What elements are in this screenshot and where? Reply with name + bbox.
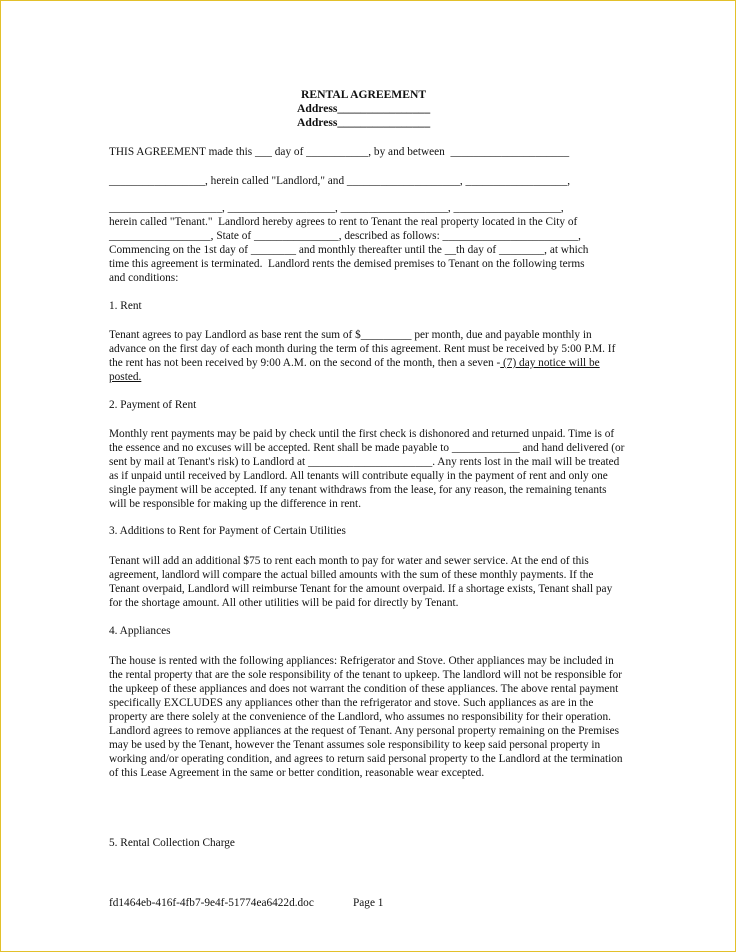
address-line-2: Address________________ xyxy=(297,116,431,129)
intro-line-2: _________________, herein called "Landlord," and ____________________, __________________, xyxy=(109,175,571,187)
intro-line-4: herein called "Tenant." Landlord hereby agrees to rent to Tenant the real property located in the City of xyxy=(109,216,578,228)
section-heading-appliances: 4. Appliances xyxy=(109,625,171,637)
section-body-utilities: Tenant will add an additional $75 to rent each month to pay for water and sewer service. At the end of this agreement, landlord will compare the actual billed amounts with the sum of these monthly payments. If the Tenant overpaid, Landlord will reimburse Tenant for the amount overpaid. If a shortage exists, Tenant shall pay for the shortage amount. All other utilities will be paid for directly by Tenant. xyxy=(109,555,613,609)
section-heading-payment: 2. Payment of Rent xyxy=(109,399,197,411)
intro-line-7: time this agreement is terminated. Landlord rents the demised premises to Tenant on the following terms xyxy=(109,258,585,270)
document-title: RENTAL AGREEMENT xyxy=(301,88,427,101)
footer-page-number: Page 1 xyxy=(353,897,384,909)
intro-line-1: THIS AGREEMENT made this ___ day of ___________, by and between _____________________ xyxy=(109,146,570,158)
intro-line-5: __________________, State of _______________, described as follows: ________________________, xyxy=(109,230,581,242)
rent-text: Tenant agrees to pay Landlord as base rent the sum of $_________ per month, due and payable monthly in advance on the first day of each month during the term of this agreement. Rent must be received by 5:00 P.M. If the rent has not been received by 9:00 A.M. on the second of the month, then a seven - xyxy=(109,329,616,369)
title-block xyxy=(297,88,431,130)
section-body-rent xyxy=(109,328,625,384)
rent-notice-underlined: (7) day notice will be posted. xyxy=(109,357,600,383)
section-heading-collection: 5. Rental Collection Charge xyxy=(109,837,235,849)
section-heading-rent: 1. Rent xyxy=(109,300,142,312)
intro-line-3: ____________________, ___________________, ___________________, ___________________, xyxy=(109,202,564,214)
address-line-1: Address________________ xyxy=(297,102,431,115)
footer-doc-id: fd1464eb-416f-4fb7-9e4f-51774ea6422d.doc xyxy=(109,897,314,909)
section-body-payment: Monthly rent payments may be paid by check until the first check is dishonored and returned unpaid. Time is of the essence and no excuses will be accepted. Rent shall be made payable to ____________ and hand delivered (or sent by mail at Tenant's risk) to Landlord at ______________________. Any rents lost in the mail will be treated as if unpaid until received by Landlord. All tenants will contribute equally in the payment of rent and only one single payment will be accepted. If any tenant withdraws from the lease, for any reason, the remaining tenants will be responsible for making up the difference in rent. xyxy=(109,428,625,510)
intro-line-8: and conditions: xyxy=(109,272,179,284)
section-body-appliances: The house is rented with the following appliances: Refrigerator and Stove. Other appliances may be included in the rental property that are the sole responsibility of the tenant to upkeep. The landlord will not be responsible for the upkeep of these appliances and does not warrant the condition of these appliances. The above rental payment specifically EXCLUDES any appliances other than the refrigerator and stove. Such appliances as are in the property are there solely at the convenience of the Landlord, who assumes no responsibility for their operation. Landlord agrees to remove appliances at the request of Tenant. Any personal property remaining on the Premises may be used by the Tenant, however the Tenant assumes sole responsibility to keep said personal property in working and/or operating condition, and agrees to return said personal property to the Landlord at the termination of this Lease Agreement in the same or better condition, reasonable wear excepted. xyxy=(109,655,623,779)
intro-line-6: Commencing on the 1st day of ________ and monthly thereafter until the __th day of ________, at which xyxy=(109,244,589,256)
section-heading-utilities: 3. Additions to Rent for Payment of Certain Utilities xyxy=(109,525,346,537)
